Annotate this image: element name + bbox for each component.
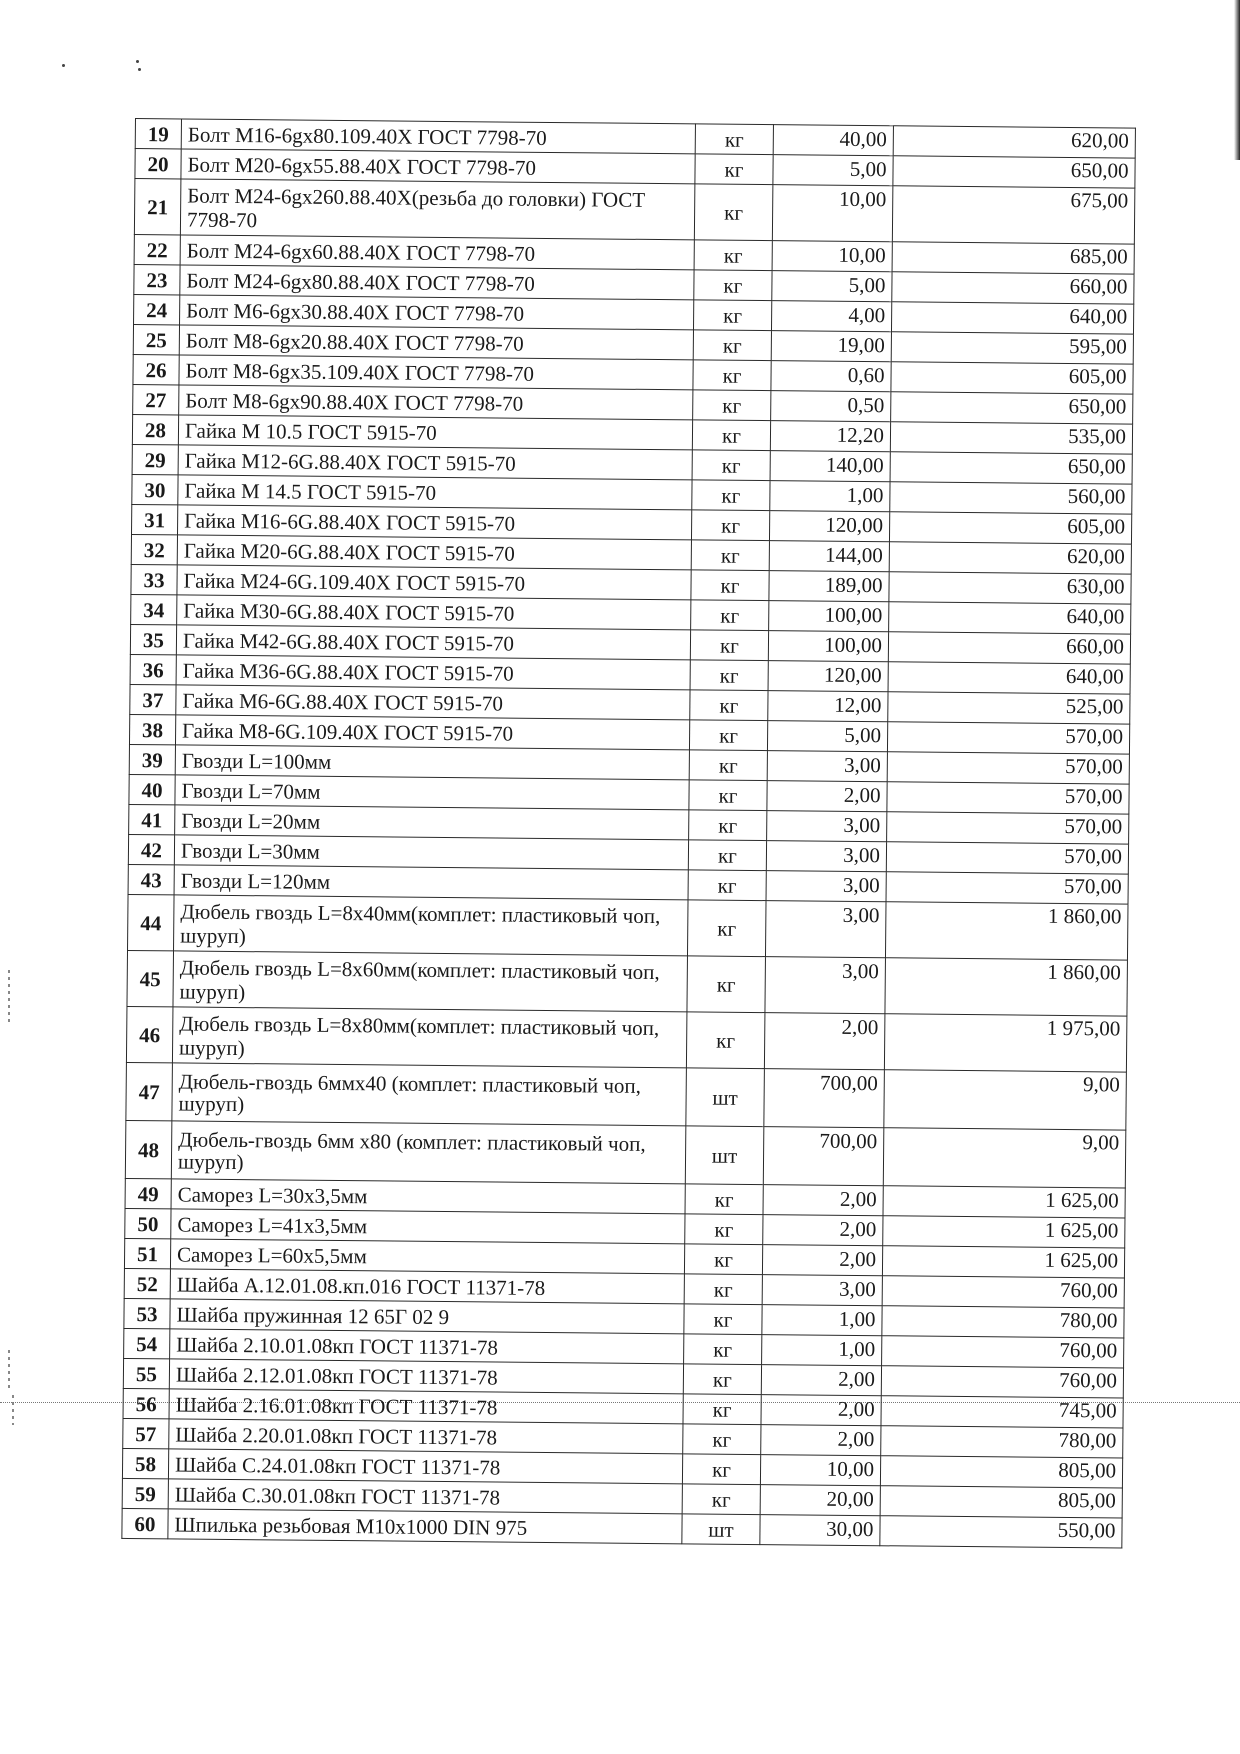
quantity-cell: 19,00 [771,331,891,362]
item-name: Гайка М 14.5 ГОСТ 5915-70 [178,475,692,510]
price-cell: 570,00 [886,842,1128,874]
unit-cell: кг [685,1214,763,1245]
row-number: 40 [129,774,175,804]
unit-cell: кг [683,1424,761,1455]
item-name: Гайка М12-6G.88.40Х ГОСТ 5915-70 [178,445,692,480]
quantity-cell: 40,00 [773,125,893,156]
price-cell: 675,00 [892,186,1135,244]
row-number: 51 [124,1238,170,1268]
item-name: Гайка М30-6G.88.40Х ГОСТ 5915-70 [177,595,691,630]
row-number: 52 [124,1268,170,1298]
row-number: 54 [124,1328,170,1358]
table-body [122,119,1136,1549]
item-name: Гвозди L=30мм [174,835,688,870]
quantity-cell: 5,00 [773,155,893,186]
item-name: Болт М8-6gх20.88.40Х ГОСТ 7798-70 [179,325,693,360]
row-number: 57 [123,1418,169,1448]
unit-cell: кг [686,1012,765,1069]
row-number: 41 [129,804,175,834]
scan-edge-mark [8,970,10,1025]
row-number: 58 [122,1448,168,1478]
row-number: 53 [124,1298,170,1328]
unit-cell: кг [689,810,767,841]
scan-edge-mark [12,1395,14,1425]
quantity-cell: 100,00 [768,631,888,662]
item-name: Болт М8-6gх90.88.40Х ГОСТ 7798-70 [179,385,693,420]
price-cell: 640,00 [888,662,1130,694]
unit-cell: кг [693,360,771,391]
price-cell: 570,00 [887,782,1129,814]
row-number: 56 [123,1388,169,1418]
unit-cell: шт [686,1068,765,1127]
item-name: Шайба 2.12.01.08кп ГОСТ 11371-78 [169,1359,683,1394]
unit-cell: кг [694,240,772,271]
price-cell: 760,00 [881,1366,1123,1398]
unit-cell: кг [691,540,769,571]
price-cell: 650,00 [893,156,1135,188]
quantity-cell: 140,00 [770,451,890,482]
unit-cell: кг [691,570,769,601]
item-name: Болт М8-6gх35.109.40Х ГОСТ 7798-70 [179,355,693,390]
scan-speck [62,64,65,67]
quantity-cell: 3,00 [767,751,887,782]
price-cell: 660,00 [892,272,1134,304]
unit-cell: кг [694,184,773,241]
unit-cell: кг [693,390,771,421]
price-table [121,118,1136,1549]
quantity-cell: 1,00 [762,1305,882,1336]
price-cell: 685,00 [892,242,1134,274]
unit-cell: кг [689,780,767,811]
row-number: 43 [128,864,174,894]
item-name: Болт М24-6gх80.88.40Х ГОСТ 7798-70 [180,265,694,300]
item-name: Болт М20-6gх55.88.40Х ГОСТ 7798-70 [181,149,695,184]
row-number: 30 [132,474,178,504]
quantity-cell: 10,00 [760,1455,880,1486]
row-number: 60 [122,1508,168,1538]
price-cell: 660,00 [888,632,1130,664]
price-cell: 650,00 [891,392,1133,424]
item-name: Гайка М8-6G.109.40Х ГОСТ 5915-70 [175,715,689,750]
unit-cell: кг [685,1184,763,1215]
item-name: Дюбель гвоздь L=8х40мм(комплет: пластиковый чоп, шуруп) [174,895,689,956]
price-cell: 560,00 [890,482,1132,514]
row-number: 49 [125,1178,171,1208]
unit-cell: кг [690,660,768,691]
price-cell: 595,00 [891,332,1133,364]
document-page [121,118,1155,1549]
item-name: Гвозди L=20мм [175,805,689,840]
unit-cell: кг [695,154,773,185]
row-number: 21 [134,179,181,235]
unit-cell: кг [693,300,771,331]
row-number: 28 [132,414,178,444]
scan-speck [136,60,139,63]
price-cell: 535,00 [890,422,1132,454]
item-name: Саморез L=41х3,5мм [171,1209,685,1244]
price-cell: 620,00 [893,126,1135,158]
row-number: 24 [134,294,180,324]
row-number: 38 [129,714,175,744]
quantity-cell: 2,00 [761,1365,881,1396]
unit-cell: кг [687,956,766,1013]
quantity-cell: 100,00 [769,601,889,632]
price-cell: 1 975,00 [884,1014,1127,1072]
quantity-cell: 2,00 [762,1245,882,1276]
quantity-cell: 3,00 [766,841,886,872]
item-name: Дюбель-гвоздь 6ммх40 (комплет: пластиковый чоп, шуруп) [172,1063,687,1126]
unit-cell: кг [684,1274,762,1305]
quantity-cell: 3,00 [767,811,887,842]
item-name: Шайба 2.20.01.08кп ГОСТ 11371-78 [169,1419,683,1454]
unit-cell: кг [683,1364,761,1395]
quantity-cell: 2,00 [763,1215,883,1246]
price-cell: 805,00 [880,1456,1122,1488]
item-name: Дюбель гвоздь L=8х80мм(комплет: пластиковый чоп, шуруп) [172,1007,687,1068]
row-number: 50 [125,1208,171,1238]
quantity-cell: 189,00 [769,571,889,602]
price-cell: 570,00 [887,752,1129,784]
unit-cell: кг [687,900,766,957]
price-cell: 650,00 [890,452,1132,484]
item-name: Болт М24-6gх60.88.40Х ГОСТ 7798-70 [180,235,694,270]
unit-cell: кг [684,1244,762,1275]
quantity-cell: 2,00 [767,781,887,812]
row-number: 32 [131,534,177,564]
row-number: 47 [126,1062,173,1120]
quantity-cell: 120,00 [768,661,888,692]
price-cell: 1 625,00 [883,1216,1125,1248]
price-cell: 570,00 [887,812,1129,844]
item-name: Саморез L=30х3,5мм [171,1179,685,1214]
price-cell: 745,00 [881,1396,1123,1428]
quantity-cell: 3,00 [765,901,886,958]
price-cell: 9,00 [884,1070,1127,1130]
row-number: 19 [135,119,181,149]
quantity-cell: 2,00 [764,1013,885,1070]
quantity-cell: 10,00 [772,185,893,242]
unit-cell: кг [694,270,772,301]
quantity-cell: 12,20 [770,421,890,452]
quantity-cell: 120,00 [769,511,889,542]
row-number: 45 [127,950,174,1006]
item-name: Дюбель гвоздь L=8х60мм(комплет: пластиковый чоп, шуруп) [173,951,688,1012]
row-number: 25 [133,324,179,354]
price-cell: 605,00 [889,512,1131,544]
quantity-cell: 5,00 [767,721,887,752]
quantity-cell: 1,00 [762,1335,882,1366]
item-name: Гвозди L=120мм [174,865,688,900]
item-name: Гайка М6-6G.88.40Х ГОСТ 5915-70 [176,685,690,720]
unit-cell: кг [689,750,767,781]
price-cell: 630,00 [889,572,1131,604]
unit-cell: кг [690,690,768,721]
price-cell: 780,00 [881,1426,1123,1458]
table-row [126,1062,1127,1130]
quantity-cell: 5,00 [772,271,892,302]
row-number: 42 [128,834,174,864]
table-row [125,1120,1126,1188]
row-number: 48 [125,1120,172,1178]
unit-cell: кг [691,600,769,631]
price-cell: 640,00 [889,602,1131,634]
unit-cell: кг [684,1334,762,1365]
item-name: Гайка М36-6G.88.40Х ГОСТ 5915-70 [176,655,690,690]
unit-cell: кг [695,124,773,155]
table-row [127,950,1127,1016]
unit-cell: кг [689,720,767,751]
price-cell: 805,00 [880,1486,1122,1518]
unit-cell: кг [688,870,766,901]
scan-edge-mark [8,1350,10,1390]
item-name: Гайка М42-6G.88.40Х ГОСТ 5915-70 [176,625,690,660]
price-cell: 1 860,00 [885,902,1128,960]
unit-cell: кг [682,1484,760,1515]
unit-cell: кг [690,630,768,661]
price-cell: 570,00 [887,722,1129,754]
quantity-cell: 700,00 [763,1127,884,1186]
item-name: Болт М6-6gх30.88.40Х ГОСТ 7798-70 [180,295,694,330]
item-name: Гвозди L=100мм [175,745,689,780]
item-name: Шайба 2.16.01.08кп ГОСТ 11371-78 [169,1389,683,1424]
row-number: 34 [131,594,177,624]
row-number: 55 [123,1358,169,1388]
item-name: Гайка М20-6G.88.40Х ГОСТ 5915-70 [177,535,691,570]
unit-cell: кг [682,1454,760,1485]
item-name: Шайба С.24.01.08кп ГОСТ 11371-78 [168,1449,682,1484]
unit-cell: кг [692,450,770,481]
item-name: Саморез L=60х5,5мм [170,1239,684,1274]
quantity-cell: 20,00 [760,1485,880,1516]
price-cell: 605,00 [891,362,1133,394]
quantity-cell: 2,00 [761,1425,881,1456]
row-number: 33 [131,564,177,594]
item-name: Шпилька резьбовая М10х1000 DIN 975 [168,1509,682,1544]
item-name: Гайка М24-6G.109.40Х ГОСТ 5915-70 [177,565,691,600]
price-cell: 1 625,00 [883,1186,1125,1218]
price-cell: 640,00 [891,302,1133,334]
row-number: 26 [133,354,179,384]
quantity-cell: 0,50 [771,391,891,422]
quantity-cell: 3,00 [762,1275,882,1306]
row-number: 23 [134,264,180,294]
row-number: 37 [130,684,176,714]
row-number: 44 [128,894,175,950]
unit-cell: кг [683,1394,761,1425]
unit-cell: кг [688,840,766,871]
price-cell: 620,00 [889,542,1131,574]
item-name: Гайка М 10.5 ГОСТ 5915-70 [178,415,692,450]
row-number: 29 [132,444,178,474]
item-name: Шайба С.30.01.08кп ГОСТ 11371-78 [168,1479,682,1514]
unit-cell: кг [691,510,769,541]
item-name: Гайка М16-6G.88.40Х ГОСТ 5915-70 [177,505,691,540]
quantity-cell: 700,00 [764,1069,885,1128]
row-number: 46 [126,1006,173,1062]
unit-cell: шт [682,1514,760,1545]
row-number: 31 [132,504,178,534]
table-row [134,179,1134,245]
price-cell: 525,00 [888,692,1130,724]
price-cell: 550,00 [880,1516,1122,1548]
row-number: 22 [134,234,180,264]
quantity-cell: 3,00 [765,957,886,1014]
unit-cell: кг [692,420,770,451]
unit-cell: кг [693,330,771,361]
row-number: 39 [129,744,175,774]
item-name: Шайба пружинная 12 65Г 02 9 [170,1299,684,1334]
row-number: 35 [130,624,176,654]
quantity-cell: 144,00 [769,541,889,572]
price-cell: 9,00 [883,1128,1126,1188]
quantity-cell: 0,60 [771,361,891,392]
quantity-cell: 12,00 [768,691,888,722]
quantity-cell: 2,00 [761,1395,881,1426]
row-number: 59 [122,1478,168,1508]
item-name: Гвозди L=70мм [175,775,689,810]
item-name: Болт М16-6gх80.109.40Х ГОСТ 7798-70 [181,119,695,154]
price-cell: 1 860,00 [885,958,1128,1016]
table-row [126,1006,1126,1072]
quantity-cell: 30,00 [760,1515,880,1546]
price-cell: 570,00 [886,872,1128,904]
unit-cell: шт [685,1126,764,1185]
item-name: Болт М24-6gх260.88.40Х(резьба до головки) ГОСТ 7798-70 [180,179,695,240]
table-row [128,894,1128,960]
item-name: Шайба А.12.01.08.кп.016 ГОСТ 11371-78 [170,1269,684,1304]
quantity-cell: 4,00 [771,301,891,332]
row-number: 20 [135,149,181,179]
scan-speck [138,68,141,71]
price-cell: 760,00 [882,1276,1124,1308]
quantity-cell: 2,00 [763,1185,883,1216]
price-cell: 780,00 [882,1306,1124,1338]
quantity-cell: 10,00 [772,241,892,272]
unit-cell: кг [692,480,770,511]
scan-right-edge [1234,0,1240,160]
price-cell: 760,00 [882,1336,1124,1368]
quantity-cell: 1,00 [770,481,890,512]
row-number: 27 [133,384,179,414]
item-name: Дюбель-гвоздь 6мм х80 (комплет: пластиковый чоп, шуруп) [171,1121,686,1184]
quantity-cell: 3,00 [766,871,886,902]
row-number: 36 [130,654,176,684]
unit-cell: кг [684,1304,762,1335]
price-cell: 1 625,00 [882,1246,1124,1278]
item-name: Шайба 2.10.01.08кп ГОСТ 11371-78 [170,1329,684,1364]
